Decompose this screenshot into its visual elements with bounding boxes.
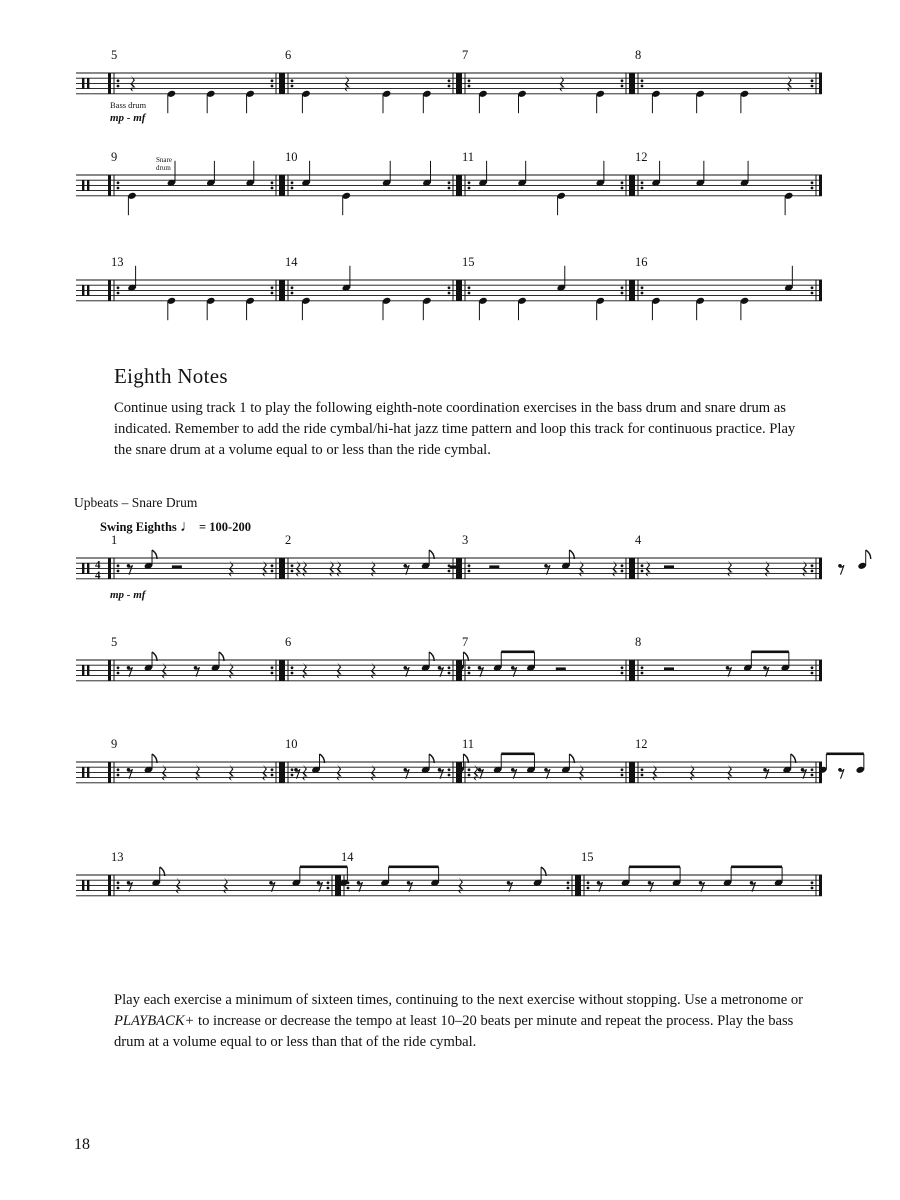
repeat-dot: [271, 286, 274, 289]
repeat-dot: [117, 672, 120, 675]
repeat-start-barline: [338, 875, 341, 896]
percussion-clef-icon: [82, 180, 84, 190]
repeat-start-barline: [282, 558, 285, 579]
intro-paragraph: Continue using track 1 to play the following eighth-note coordination exercises in the bass drum and snare drum as indicated. Remember to add the ride cymbal/hi-hat jazz time pattern and loop this track for continuous practice. Play the snare drum at a volume equal to or less than the ride cymbal.: [114, 400, 796, 458]
repeat-start-barline: [108, 660, 111, 681]
repeat-end-barline: [819, 175, 822, 196]
measure-number: 11: [462, 737, 475, 751]
repeat-dot: [271, 564, 274, 567]
repeat-dot: [811, 881, 814, 884]
repeat-dot: [641, 292, 644, 295]
measure-number: 6: [285, 48, 292, 62]
repeat-dot: [117, 881, 120, 884]
half-rest-icon: [172, 565, 182, 568]
repeat-dot: [117, 181, 120, 184]
repeat-dot: [347, 887, 350, 890]
repeat-end-barline: [629, 660, 632, 681]
percussion-clef-icon: [87, 563, 89, 573]
measure-number: 6: [285, 635, 292, 649]
repeat-end-barline: [279, 558, 282, 579]
repeat-dot: [271, 292, 274, 295]
measure-number: 5: [111, 48, 118, 62]
eighth-rest-icon: [840, 565, 845, 575]
repeat-dot: [117, 187, 120, 190]
measure-number: 7: [462, 48, 469, 62]
repeat-dot: [327, 887, 330, 890]
repeat-dot: [291, 564, 294, 567]
repeat-end-barline: [335, 875, 338, 896]
measure-number: 1: [111, 533, 118, 547]
repeat-dot: [291, 286, 294, 289]
beam: [731, 866, 782, 869]
repeat-end-barline: [629, 73, 632, 94]
repeat-dot: [621, 768, 624, 771]
measure-number: 14: [285, 255, 298, 269]
repeat-dot: [468, 181, 471, 184]
measure-number: 10: [285, 737, 298, 751]
repeat-dot: [641, 768, 644, 771]
measure-number: 15: [581, 850, 594, 864]
measure-number: 7: [462, 635, 469, 649]
repeat-dot: [468, 666, 471, 669]
repeat-end-barline: [819, 558, 822, 579]
repeat-end-barline: [575, 875, 578, 896]
repeat-end-barline: [279, 660, 282, 681]
repeat-end-barline: [456, 175, 459, 196]
beam: [629, 866, 680, 869]
time-signature: 4: [95, 558, 101, 571]
repeat-dot: [117, 564, 120, 567]
measure-number: 4: [635, 533, 642, 547]
quarter-note-icon: ♩: [179, 518, 196, 535]
repeat-end-barline: [819, 280, 822, 301]
repeat-dot: [448, 292, 451, 295]
repeat-end-barline: [819, 660, 822, 681]
repeat-dot: [621, 570, 624, 573]
repeat-end-barline: [279, 73, 282, 94]
beam: [389, 866, 439, 869]
repeat-dot: [621, 181, 624, 184]
repeat-dot: [271, 79, 274, 82]
repeat-dot: [641, 181, 644, 184]
repeat-end-barline: [456, 73, 459, 94]
repeat-dot: [291, 774, 294, 777]
percussion-clef-icon: [87, 180, 89, 190]
repeat-dot: [641, 672, 644, 675]
percussion-clef-icon: [82, 285, 84, 295]
repeat-dot: [291, 79, 294, 82]
repeat-dot: [567, 881, 570, 884]
repeat-dot: [448, 774, 451, 777]
beam: [751, 651, 789, 654]
repeat-dot: [468, 570, 471, 573]
repeat-dot: [567, 887, 570, 890]
repeat-dot: [117, 887, 120, 890]
repeat-dot: [117, 570, 120, 573]
repeat-end-barline: [279, 762, 282, 783]
repeat-dot: [448, 187, 451, 190]
repeat-end-barline: [819, 73, 822, 94]
half-rest-icon: [664, 667, 674, 670]
repeat-dot: [468, 187, 471, 190]
repeat-start-barline: [632, 558, 635, 579]
measure-number: 5: [111, 635, 118, 649]
repeat-dot: [271, 666, 274, 669]
repeat-dot: [811, 666, 814, 669]
repeat-dot: [117, 768, 120, 771]
repeat-dot: [117, 85, 120, 88]
repeat-dot: [448, 768, 451, 771]
repeat-dot: [448, 85, 451, 88]
repeat-end-barline: [456, 280, 459, 301]
repeat-dot: [641, 564, 644, 567]
repeat-dot: [621, 292, 624, 295]
repeat-dot: [621, 774, 624, 777]
repeat-start-barline: [632, 762, 635, 783]
repeat-dot: [271, 768, 274, 771]
half-rest-icon: [450, 565, 460, 568]
page-number: 18: [74, 1136, 90, 1153]
dynamic-marking: mp - mf: [110, 589, 146, 601]
repeat-dot: [621, 564, 624, 567]
repeat-dot: [327, 881, 330, 884]
measure-number: 12: [635, 737, 648, 751]
repeat-dot: [468, 79, 471, 82]
measure-number: 10: [285, 150, 298, 164]
snare-drum-label: Snare: [156, 156, 172, 164]
repeat-start-barline: [108, 175, 111, 196]
measure-number: 14: [341, 850, 354, 864]
repeat-dot: [641, 286, 644, 289]
measure-number: 8: [635, 48, 642, 62]
repeat-dot: [291, 85, 294, 88]
repeat-start-barline: [108, 558, 111, 579]
repeat-dot: [641, 85, 644, 88]
repeat-dot: [117, 79, 120, 82]
repeat-end-barline: [629, 762, 632, 783]
percussion-clef-icon: [87, 78, 89, 88]
repeat-dot: [641, 187, 644, 190]
repeat-dot: [811, 672, 814, 675]
repeat-dot: [811, 181, 814, 184]
repeat-end-barline: [279, 280, 282, 301]
repeat-start-barline: [108, 875, 111, 896]
repeat-dot: [468, 564, 471, 567]
repeat-dot: [641, 79, 644, 82]
percussion-clef-icon: [87, 767, 89, 777]
repeat-start-barline: [108, 762, 111, 783]
dynamic-marking: mp - mf: [110, 112, 146, 124]
half-rest-icon: [489, 565, 499, 568]
repeat-dot: [811, 564, 814, 567]
repeat-dot: [641, 774, 644, 777]
repeat-end-barline: [819, 875, 822, 896]
repeat-dot: [621, 187, 624, 190]
repeat-dot: [271, 85, 274, 88]
percussion-clef-icon: [82, 665, 84, 675]
repeat-dot: [448, 286, 451, 289]
repeat-dot: [271, 774, 274, 777]
repeat-dot: [641, 666, 644, 669]
measure-number: 9: [111, 737, 118, 751]
repeat-dot: [117, 292, 120, 295]
measure-number: 8: [635, 635, 642, 649]
measure-number: 2: [285, 533, 292, 547]
measure-number: 11: [462, 150, 475, 164]
repeat-dot: [448, 570, 451, 573]
repeat-dot: [448, 181, 451, 184]
repeat-start-barline: [632, 660, 635, 681]
tempo-marking: [100, 518, 251, 536]
repeat-end-barline: [629, 175, 632, 196]
playback-plus-text: PLAYBACK+: [114, 1013, 195, 1029]
repeat-start-barline: [578, 875, 581, 896]
percussion-clef-icon: [82, 78, 84, 88]
repeat-dot: [468, 85, 471, 88]
beam: [501, 753, 534, 756]
repeat-dot: [448, 666, 451, 669]
repeat-start-barline: [282, 660, 285, 681]
repeat-dot: [621, 666, 624, 669]
beam: [826, 753, 864, 756]
repeat-dot: [117, 774, 120, 777]
repeat-dot: [291, 672, 294, 675]
repeat-end-barline: [279, 175, 282, 196]
beam: [501, 651, 534, 654]
repeat-dot: [291, 570, 294, 573]
repeat-dot: [271, 672, 274, 675]
repeat-dot: [811, 79, 814, 82]
upbeats-label: Upbeats – Snare Drum: [74, 495, 198, 510]
repeat-dot: [468, 292, 471, 295]
repeat-dot: [448, 672, 451, 675]
repeat-dot: [291, 181, 294, 184]
percussion-clef-icon: [82, 880, 84, 890]
repeat-start-barline: [282, 175, 285, 196]
measure-number: 13: [111, 255, 124, 269]
repeat-dot: [448, 79, 451, 82]
repeat-dot: [811, 768, 814, 771]
repeat-dot: [621, 79, 624, 82]
repeat-dot: [468, 774, 471, 777]
measure-number: 13: [111, 850, 124, 864]
repeat-end-barline: [629, 280, 632, 301]
repeat-dot: [811, 887, 814, 890]
repeat-start-barline: [632, 175, 635, 196]
repeat-dot: [117, 286, 120, 289]
eighth-rest-icon: [840, 769, 845, 779]
tempo-style: Swing Eighths: [100, 520, 177, 534]
repeat-dot: [291, 666, 294, 669]
repeat-dot: [811, 187, 814, 190]
repeat-dot: [291, 187, 294, 190]
percussion-clef-icon: [87, 665, 89, 675]
repeat-dot: [621, 85, 624, 88]
bass-drum-label: Bass drum: [110, 100, 147, 110]
repeat-start-barline: [632, 73, 635, 94]
half-rest-icon: [664, 565, 674, 568]
repeat-dot: [291, 768, 294, 771]
percussion-clef-icon: [82, 767, 84, 777]
repeat-start-barline: [108, 280, 111, 301]
measure-number: 16: [635, 255, 648, 269]
repeat-dot: [271, 187, 274, 190]
repeat-dot: [811, 570, 814, 573]
percussion-clef-icon: [82, 563, 84, 573]
repeat-dot: [641, 570, 644, 573]
percussion-clef-icon: [87, 285, 89, 295]
measure-number: 9: [111, 150, 118, 164]
repeat-dot: [271, 570, 274, 573]
eighth-flag-icon: [866, 550, 871, 559]
measure-number: 12: [635, 150, 648, 164]
beam: [300, 866, 348, 869]
repeat-dot: [811, 85, 814, 88]
repeat-dot: [621, 286, 624, 289]
repeat-dot: [468, 672, 471, 675]
repeat-dot: [587, 887, 590, 890]
measure-number: 3: [462, 533, 469, 547]
tempo-value: = 100-200: [199, 520, 251, 534]
repeat-dot: [468, 286, 471, 289]
repeat-dot: [811, 292, 814, 295]
repeat-start-barline: [282, 280, 285, 301]
repeat-dot: [468, 768, 471, 771]
repeat-dot: [271, 181, 274, 184]
repeat-start-barline: [108, 73, 111, 94]
closing-paragraph: Play each exercise a minimum of sixteen times, continuing to the next exercise without stopping. Use a metronome or PLAYBACK+ to increase or decrease the tempo at least 10–20 beats per minute and repeat the process. Play the bass drum at a volume equal to or less than that of the ride cymbal.: [114, 992, 803, 1050]
section-heading: Eighth Notes: [114, 364, 228, 388]
repeat-dot: [621, 672, 624, 675]
repeat-end-barline: [629, 558, 632, 579]
repeat-start-barline: [459, 175, 462, 196]
repeat-dot: [117, 666, 120, 669]
repeat-dot: [811, 774, 814, 777]
repeat-dot: [291, 292, 294, 295]
repeat-start-barline: [632, 280, 635, 301]
percussion-clef-icon: [87, 880, 89, 890]
repeat-dot: [811, 286, 814, 289]
measure-number: 15: [462, 255, 475, 269]
repeat-start-barline: [459, 73, 462, 94]
repeat-start-barline: [459, 280, 462, 301]
repeat-start-barline: [282, 73, 285, 94]
time-signature: 4: [95, 569, 101, 582]
snare-drum-label: drum: [156, 164, 171, 172]
half-rest-icon: [556, 667, 566, 670]
repeat-start-barline: [282, 762, 285, 783]
repeat-dot: [587, 881, 590, 884]
